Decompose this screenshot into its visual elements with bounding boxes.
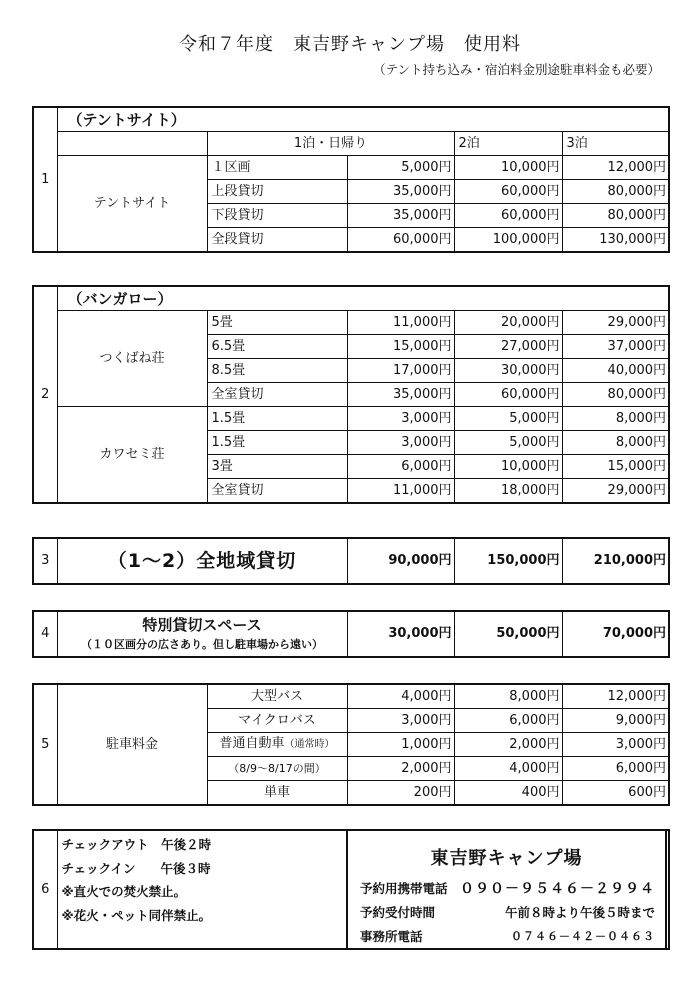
price-3nights: 70,000円 (562, 611, 669, 657)
checkout-note: チェックアウト 午後２時 (61, 837, 212, 852)
price-2nights: 4,000円 (454, 757, 562, 781)
price-1night: 5,000円 (347, 156, 454, 180)
price-2nights: 10,000円 (454, 156, 562, 180)
section-number: 2 (33, 286, 57, 503)
price-1night: 200円 (347, 781, 454, 806)
table-row (33, 156, 669, 180)
price-2nights: 5,000円 (454, 407, 562, 431)
price-2nights: 18,000円 (454, 479, 562, 504)
col-header-2nights: 2泊 (454, 132, 562, 156)
row-label: 1.5畳 (207, 431, 347, 455)
checkin-note: チェックイン 午後３時 (61, 860, 211, 876)
price-2nights: 2,000円 (454, 733, 562, 757)
price-3nights: 29,000円 (562, 311, 669, 335)
row-label: 単車 (207, 781, 347, 806)
contact-box (346, 829, 667, 950)
section-header: （テントサイト） (57, 107, 669, 132)
reservation-hours-value: 午前８時より午後５時まで (504, 905, 655, 920)
price-2nights: 27,000円 (454, 335, 562, 359)
price-1night: 3,000円 (347, 431, 454, 455)
special-space-cell (57, 611, 347, 657)
price-3nights: 3,000円 (562, 733, 669, 757)
price-1night: 11,000円 (347, 479, 454, 504)
price-3nights: 600円 (562, 781, 669, 806)
row-label: マイクロバス (207, 709, 347, 733)
row-label: 全段貸切 (207, 228, 347, 253)
bonfire-note: ※直火での焚火禁止。 (61, 884, 187, 899)
camp-name: 東吉野キャンプ場 (430, 848, 583, 869)
price-1night: 4,000円 (347, 684, 454, 709)
fireworks-pet-note: ※花火・ペット同伴禁止。 (61, 907, 212, 923)
row-label: 6.5畳 (207, 335, 347, 359)
price-3nights: 29,000円 (562, 479, 669, 504)
row-label: 全室貸切 (207, 479, 347, 504)
price-3nights: 80,000円 (562, 204, 669, 228)
section-number: 3 (33, 538, 57, 584)
price-2nights: 6,000円 (454, 709, 562, 733)
section-number: 1 (33, 107, 57, 252)
table-row (33, 407, 669, 431)
group-label: 駐車料金 (57, 684, 207, 805)
price-3nights: 8,000円 (562, 407, 669, 431)
section-header: （バンガロー） (57, 286, 669, 311)
row-label: 1.5畳 (207, 407, 347, 431)
price-2nights: 400円 (454, 781, 562, 806)
row-label: 下段貸切 (207, 204, 347, 228)
bungalow-table (32, 285, 670, 504)
price-1night: 17,000円 (347, 359, 454, 383)
price-3nights: 37,000円 (562, 335, 669, 359)
tent-site-table (32, 106, 670, 253)
price-2nights: 100,000円 (454, 228, 562, 253)
price-1night: 15,000円 (347, 335, 454, 359)
price-1night: 3,000円 (347, 709, 454, 733)
row-label: 3畳 (207, 455, 347, 479)
price-1night: 35,000円 (347, 383, 454, 407)
section-number: 6 (33, 830, 57, 949)
row-label: 全室貸切 (207, 383, 347, 407)
reservation-phone-value: ０９０－９５４６－２９９４ (460, 881, 655, 897)
parking-table (32, 683, 670, 806)
price-3nights: 130,000円 (562, 228, 669, 253)
office-phone-label: 事務所電話 (360, 929, 423, 944)
full-area-label: （1～2）全地域貸切 (57, 538, 347, 584)
price-2nights: 60,000円 (454, 383, 562, 407)
price-3nights: 210,000円 (562, 538, 669, 584)
price-2nights: 5,000円 (454, 431, 562, 455)
price-2nights: 20,000円 (454, 311, 562, 335)
price-1night: 11,000円 (347, 311, 454, 335)
price-3nights: 9,000円 (562, 709, 669, 733)
price-3nights: 12,000円 (562, 156, 669, 180)
price-2nights: 30,000円 (454, 359, 562, 383)
group-label: つくばね荘 (57, 311, 207, 407)
price-1night: 6,000円 (347, 455, 454, 479)
row-label: 上段貸切 (207, 180, 347, 204)
group-label: テントサイト (57, 156, 207, 253)
price-3nights: 80,000円 (562, 383, 669, 407)
price-1night: 30,000円 (347, 611, 454, 657)
row-label: 5畳 (207, 311, 347, 335)
section-number: 4 (33, 611, 57, 657)
page-title: 令和７年度 東吉野キャンプ場 使用料 (179, 34, 521, 55)
price-3nights: 8,000円 (562, 431, 669, 455)
empty-cell (57, 132, 207, 156)
price-1night: 3,000円 (347, 407, 454, 431)
price-1night: 90,000円 (347, 538, 454, 584)
group-label: カワセミ荘 (57, 407, 207, 504)
row-label: １区画 (207, 156, 347, 180)
col-header-1night: 1泊・日帰り (207, 132, 454, 156)
page-subtitle: （テント持ち込み・宿泊料金別途駐車料金も必要） (373, 62, 660, 77)
price-3nights: 15,000円 (562, 455, 669, 479)
price-2nights: 60,000円 (454, 180, 562, 204)
price-2nights: 150,000円 (454, 538, 562, 584)
price-1night: 35,000円 (347, 180, 454, 204)
row-label-main: 普通自動車 (219, 736, 285, 751)
office-phone-value: ０７４６－４２－０４６３ (511, 930, 655, 943)
price-2nights: 10,000円 (454, 455, 562, 479)
row-label: （8/9～8/17の間） (207, 757, 347, 781)
price-2nights: 50,000円 (454, 611, 562, 657)
price-1night: 2,000円 (347, 757, 454, 781)
price-1night: 35,000円 (347, 204, 454, 228)
price-3nights: 40,000円 (562, 359, 669, 383)
row-label (207, 733, 347, 757)
price-1night: 1,000円 (347, 733, 454, 757)
price-3nights: 12,000円 (562, 684, 669, 709)
row-label: 8.5畳 (207, 359, 347, 383)
price-2nights: 8,000円 (454, 684, 562, 709)
price-3nights: 80,000円 (562, 180, 669, 204)
price-1night: 60,000円 (347, 228, 454, 253)
col-header-3nights: 3泊 (562, 132, 669, 156)
full-area-table (32, 537, 670, 585)
reservation-hours-label: 予約受付時間 (360, 905, 436, 920)
price-3nights: 6,000円 (562, 757, 669, 781)
price-2nights: 60,000円 (454, 204, 562, 228)
table-row (33, 684, 669, 709)
reservation-phone-label: 予約用携帯電話 (360, 881, 448, 896)
special-space-note: （１０区画分の広さあり。但し駐車場から遠い） (81, 638, 323, 651)
special-space-table (32, 610, 670, 658)
row-label: 大型バス (207, 684, 347, 709)
section-number: 5 (33, 684, 57, 805)
row-label-small: （通常時） (284, 739, 335, 750)
table-row (33, 311, 669, 335)
special-space-label: 特別貸切スペース (142, 616, 262, 634)
